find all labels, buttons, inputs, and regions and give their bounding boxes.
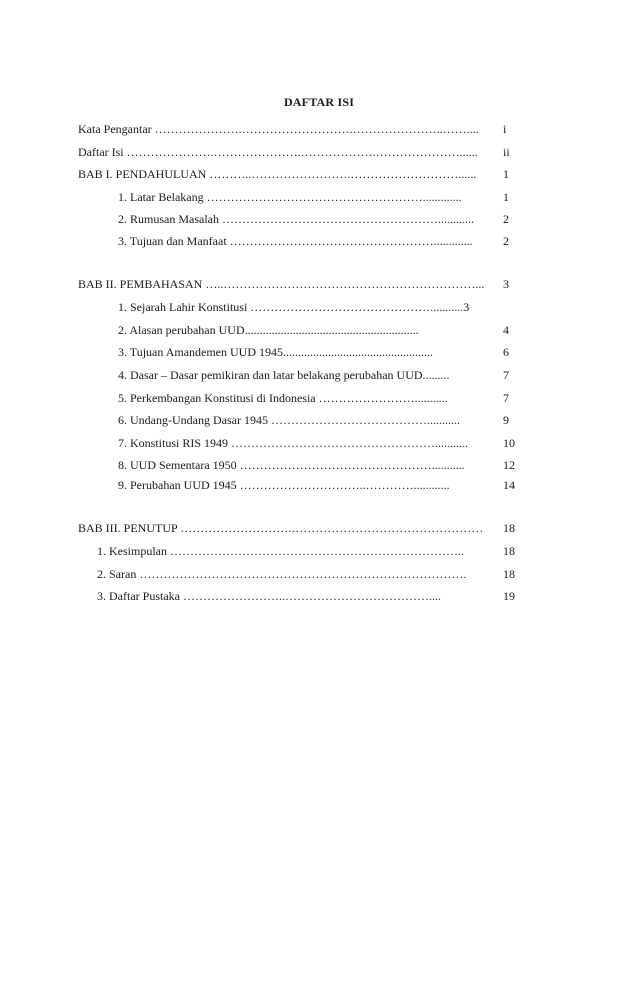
toc-subentry (118, 457, 518, 473)
toc-entry-page: i (503, 122, 507, 136)
toc-entry-label: 4. Dasar – Dasar pemikiran dan latar belakang perubahan UUD......... (118, 368, 450, 382)
toc-entry-label: Daftar Isi ………………….………………….……………….…………………...... (78, 145, 478, 159)
toc-entry-page: 1 (503, 167, 509, 181)
toc-subentry (118, 412, 518, 428)
page-title: DAFTAR ISI (283, 95, 355, 109)
toc-subentry (97, 588, 518, 604)
toc-subentry (118, 344, 518, 360)
toc-entry-page: 1 (503, 190, 509, 204)
toc-chapter-bab-i (78, 166, 518, 182)
toc-entry-label: 1. Sejarah Lahir Konstitusi ………………………………………...........3 (118, 300, 470, 314)
toc-entry-page: ii (503, 145, 510, 159)
toc-entry-page: 12 (503, 458, 515, 472)
toc-subentry (118, 435, 518, 451)
toc-subentry (118, 477, 518, 493)
toc-entry-label: 8. UUD Sementara 1950 …………………………………………........... (118, 458, 465, 472)
toc-entry-label: 3. Tujuan Amandemen UUD 1945.................................................. (118, 345, 433, 359)
toc-entry-page: 18 (503, 544, 515, 558)
toc-entry-page: 7 (503, 391, 509, 405)
toc-entry-kata-pengantar (78, 121, 518, 137)
toc-subentry (118, 189, 518, 205)
toc-subentry (118, 211, 518, 227)
toc-entry-page: 19 (503, 589, 515, 603)
toc-entry-label: Kata Pengantar ………………….……………………….…………………..…….... (78, 122, 479, 136)
toc-entry-page: 7 (503, 368, 509, 382)
toc-subentry (97, 566, 518, 582)
toc-entry-label: 3. Daftar Pustaka ……………………..……………………………….... (97, 589, 441, 603)
toc-subentry (118, 233, 518, 249)
toc-subentry (118, 299, 518, 315)
toc-subentry (118, 390, 518, 406)
toc-entry-label: 3. Tujuan dan Manfaat ……………………………………………............. (118, 234, 473, 248)
toc-entry-label: 2. Saran ………………………………………………………………………. (97, 567, 467, 581)
toc-subentry (118, 367, 518, 383)
toc-entry-page: 6 (503, 345, 509, 359)
toc-entry-label: 1. Kesimpulan ……………………………………………………………….. (97, 544, 464, 558)
toc-entry-page: 14 (503, 478, 515, 492)
toc-entry-page: 3 (503, 277, 509, 291)
toc-subentry (97, 543, 518, 559)
toc-entry-label: 6. Undang-Undang Dasar 1945 …………………………………........... (118, 413, 460, 427)
toc-entry-label: 1. Latar Belakang ………………………………………………............. (118, 190, 462, 204)
toc-chapter-bab-iii (78, 520, 518, 536)
toc-entry-label: BAB II. PEMBAHASAN …..………………………………………………………... (78, 277, 485, 291)
toc-entry-label: 2. Alasan perubahan UUD.......................................................... (118, 323, 419, 337)
toc-entry-label: 5. Perkembangan Konstitusi di Indonesia ……………………........... (118, 391, 448, 405)
toc-entry-page: 18 (503, 567, 515, 581)
toc-entry-label: 2. Rumusan Masalah ………………………………………………............ (118, 212, 474, 226)
toc-entry-label: 7. Konstitusi RIS 1949 ……………………………………………........... (118, 436, 469, 450)
toc-chapter-bab-ii (78, 276, 518, 292)
toc-entry-page: 9 (503, 413, 509, 427)
toc-entry-label: 9. Perubahan UUD 1945 …………………………..…………............ (118, 478, 450, 492)
toc-entry-page: 18 (503, 521, 515, 535)
toc-entry-page: 10 (503, 436, 515, 450)
toc-subentry (118, 322, 518, 338)
toc-entry-label: BAB I. PENDAHULUAN ………..…………………….………………………...... (78, 167, 477, 181)
toc-entry-label: BAB III. PENUTUP ……………………….………………………………………… (78, 521, 484, 535)
toc-entry-page: 2 (503, 234, 509, 248)
toc-entry-page: 4 (503, 323, 509, 337)
toc-entry-daftar-isi (78, 144, 518, 160)
toc-entry-page: 2 (503, 212, 509, 226)
